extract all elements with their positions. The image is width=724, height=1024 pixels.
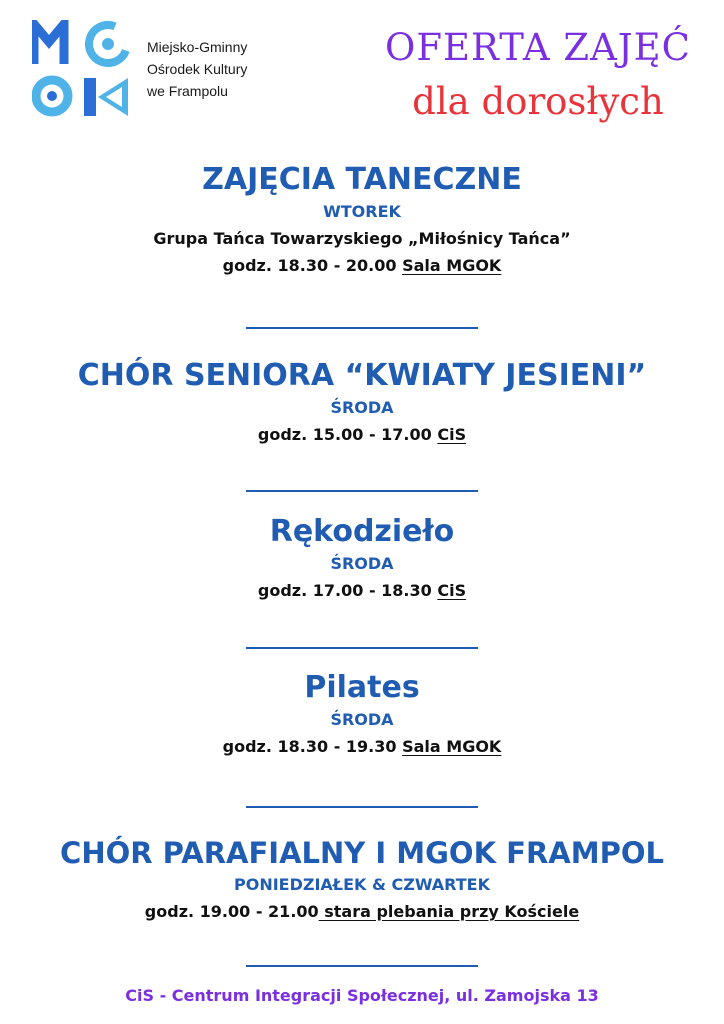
- section-time: [0, 581, 724, 600]
- section-title: Rękodzieło: [269, 514, 455, 549]
- section-group: Grupa Tańca Towarzyskiego „Miłośnicy Tańca”: [153, 229, 571, 248]
- place-text: Sala MGOK: [402, 256, 502, 275]
- org-line-2: Ośrodek Kultury: [147, 61, 248, 77]
- org-line-1: Miejsko-Gminny: [147, 39, 248, 55]
- divider: [246, 327, 478, 329]
- section-time: [0, 737, 724, 756]
- section-day: ŚRODA: [330, 710, 394, 729]
- divider: [246, 490, 478, 492]
- section-time: [0, 902, 724, 921]
- section-title: ZAJĘCIA TANECZNE: [202, 162, 522, 197]
- section-time: [0, 256, 724, 275]
- section-day: ŚRODA: [330, 398, 394, 417]
- place-text: CiS: [437, 425, 467, 444]
- section-title: CHÓR SENIORA “KWIATY JESIENI”: [77, 358, 647, 393]
- section-dance: [0, 162, 724, 275]
- section-handicraft: [0, 514, 724, 600]
- section-title: CHÓR PARAFIALNY I MGOK FRAMPOL: [60, 836, 664, 870]
- divider: [246, 965, 478, 967]
- time-text: godz. 15.00 - 17.00: [257, 425, 438, 444]
- section-day: PONIEDZIAŁEK & CZWARTEK: [233, 874, 490, 894]
- section-pilates: [0, 670, 724, 756]
- organization-name: [147, 36, 247, 102]
- offer-title: OFERTA ZAJĘĆ: [385, 26, 691, 69]
- time-text: godz. 17.00 - 18.30: [257, 581, 438, 600]
- section-day: ŚRODA: [330, 554, 394, 573]
- footer-address: CiS - Centrum Integracji Społecznej, ul. Zamojska 13: [125, 986, 599, 1005]
- section-senior-choir: [0, 358, 724, 444]
- section-parish-choir: [0, 836, 724, 921]
- org-line-3: we Frampolu: [147, 83, 228, 99]
- time-text: godz. 18.30 - 20.00: [222, 256, 403, 275]
- section-day: WTOREK: [323, 202, 401, 221]
- time-text: godz. 19.00 - 21.00: [144, 901, 319, 921]
- section-title: Pilates: [304, 670, 420, 705]
- time-text: godz. 18.30 - 19.30: [222, 737, 403, 756]
- place-text: CiS: [437, 581, 467, 600]
- place-text: Sala MGOK: [402, 737, 502, 756]
- divider: [246, 806, 478, 808]
- mgok-logo: [32, 20, 132, 120]
- place-text: stara plebania przy Kościele: [318, 901, 580, 921]
- divider: [246, 647, 478, 649]
- offer-subtitle: dla dorosłych: [412, 80, 664, 123]
- section-time: [0, 425, 724, 444]
